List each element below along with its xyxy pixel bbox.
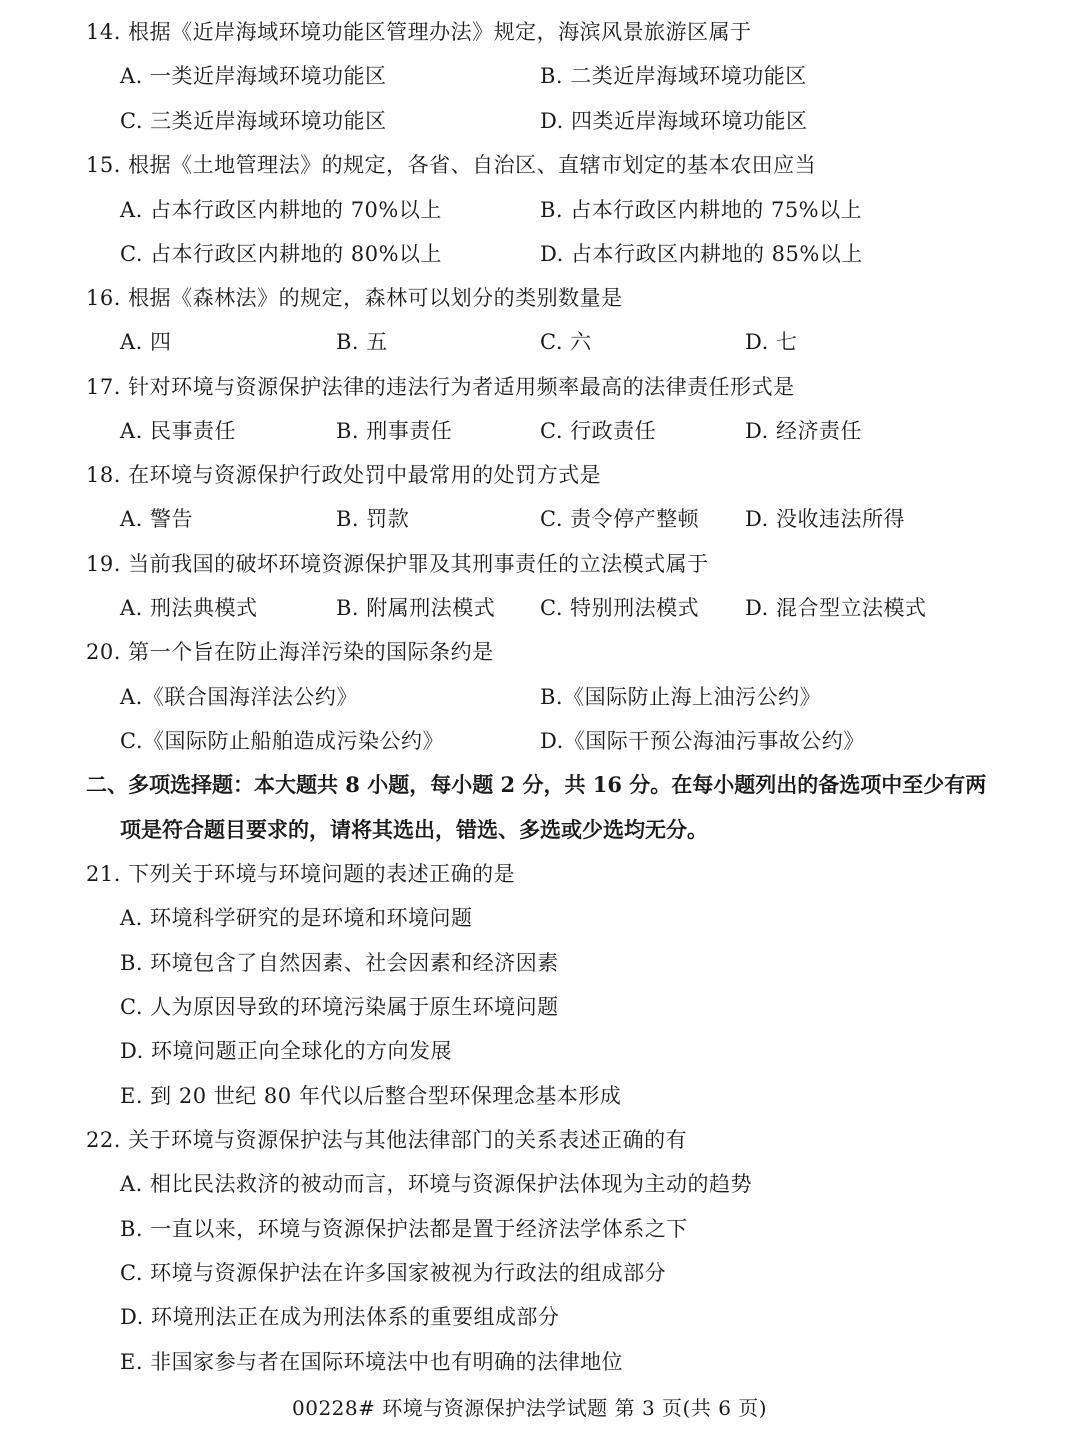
q16-stem: 16. 根据《森林法》的规定，森林可以划分的类别数量是 (86, 286, 623, 310)
q20-option-d: D.《国际干预公海油污事故公约》 (540, 729, 865, 753)
section2-heading-line2: 项是符合题目要求的，请将其选出，错选、多选或少选均无分。 (120, 817, 708, 842)
section2-heading-line1: 二、多项选择题：本大题共 8 小题，每小题 2 分，共 16 分。在每小题列出的备选项中至少有两 (86, 772, 987, 797)
q15-stem: 15. 根据《土地管理法》的规定，各省、自治区、直辖市划定的基本农田应当 (86, 153, 817, 177)
q22-option-a: A. 相比民法救济的被动而言，环境与资源保护法体现为主动的趋势 (120, 1172, 753, 1196)
q18-option-a: A. 警告 (120, 507, 194, 531)
q21-option-e: E. 到 20 世纪 80 年代以后整合型环保理念基本形成 (120, 1084, 622, 1108)
q20-option-b: B.《国际防止海上油污公约》 (540, 685, 822, 709)
q17-stem: 17. 针对环境与资源保护法律的违法行为者适用频率最高的法律责任形式是 (86, 375, 795, 399)
q15-option-c: C. 占本行政区内耕地的 80%以上 (120, 242, 443, 266)
q17-option-a: A. 民事责任 (120, 419, 237, 443)
q19-option-b: B. 附属刑法模式 (336, 596, 496, 620)
q16-option-a: A. 四 (120, 330, 172, 354)
q16-option-c: C. 六 (540, 330, 592, 354)
q16-option-b: B. 五 (336, 330, 388, 354)
q15-option-d: D. 占本行政区内耕地的 85%以上 (540, 242, 863, 266)
q22-option-d: D. 环境刑法正在成为刑法体系的重要组成部分 (120, 1305, 560, 1329)
q17-option-b: B. 刑事责任 (336, 419, 453, 443)
q19-option-c: C. 特别刑法模式 (540, 596, 700, 620)
q19-option-d: D. 混合型立法模式 (745, 596, 927, 620)
q14-option-b: B. 二类近岸海域环境功能区 (540, 64, 807, 88)
q20-option-c: C.《国际防止船舶造成污染公约》 (120, 729, 444, 753)
q14-option-c: C. 三类近岸海域环境功能区 (120, 109, 387, 133)
q22-option-e: E. 非国家参与者在国际环境法中也有明确的法律地位 (120, 1350, 624, 1374)
q19-stem: 19. 当前我国的破坏环境资源保护罪及其刑事责任的立法模式属于 (86, 552, 709, 576)
q21-stem: 21. 下列关于环境与环境问题的表述正确的是 (86, 862, 516, 886)
q22-stem: 22. 关于环境与资源保护法与其他法律部门的关系表述正确的有 (86, 1128, 688, 1152)
q18-option-b: B. 罚款 (336, 507, 410, 531)
q14-option-a: A. 一类近岸海域环境功能区 (120, 64, 387, 88)
q14-option-d: D. 四类近岸海域环境功能区 (540, 109, 808, 133)
q17-option-c: C. 行政责任 (540, 419, 657, 443)
q16-option-d: D. 七 (745, 330, 798, 354)
q21-option-a: A. 环境科学研究的是环境和环境问题 (120, 906, 473, 930)
q14-stem: 14. 根据《近岸海域环境功能区管理办法》规定，海滨风景旅游区属于 (86, 20, 752, 44)
q15-option-a: A. 占本行政区内耕地的 70%以上 (120, 198, 442, 222)
page-footer: 00228# 环境与资源保护法学试题 第 3 页(共 6 页) (292, 1396, 768, 1420)
q18-stem: 18. 在环境与资源保护行政处罚中最常用的处罚方式是 (86, 463, 602, 487)
q21-option-b: B. 环境包含了自然因素、社会因素和经济因素 (120, 951, 559, 975)
q20-option-a: A.《联合国海洋法公约》 (120, 685, 358, 709)
q21-option-c: C. 人为原因导致的环境污染属于原生环境问题 (120, 995, 559, 1019)
q17-option-d: D. 经济责任 (745, 419, 862, 443)
q22-option-c: C. 环境与资源保护法在许多国家被视为行政法的组成部分 (120, 1261, 667, 1285)
q20-stem: 20. 第一个旨在防止海洋污染的国际条约是 (86, 640, 494, 664)
q18-option-d: D. 没收违法所得 (745, 507, 905, 531)
q22-option-b: B. 一直以来，环境与资源保护法都是置于经济法学体系之下 (120, 1217, 688, 1241)
q21-option-d: D. 环境问题正向全球化的方向发展 (120, 1039, 452, 1063)
q15-option-b: B. 占本行政区内耕地的 75%以上 (540, 198, 863, 222)
q19-option-a: A. 刑法典模式 (120, 596, 258, 620)
q18-option-c: C. 责令停产整顿 (540, 507, 700, 531)
